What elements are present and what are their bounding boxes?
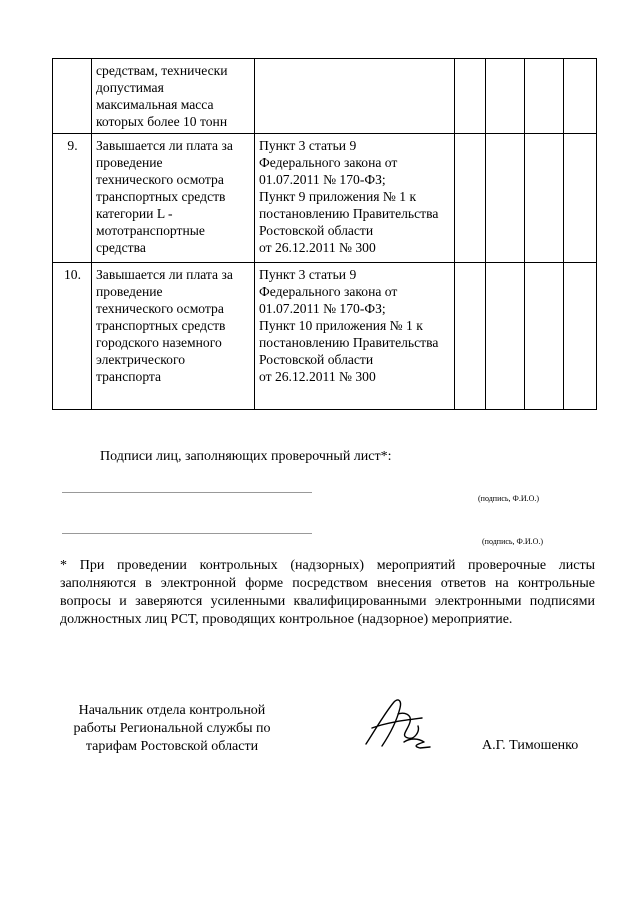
- answer-cell: [525, 134, 564, 263]
- signatures-intro: Подписи лиц, заполняющих проверочный лист*:: [100, 449, 392, 464]
- answer-cell: [486, 263, 525, 410]
- row-reference: [255, 59, 455, 134]
- row-reference: Пункт 3 статьи 9 Федерального закона от 01.07.2011 № 170-ФЗ; Пункт 9 приложения № 1 к постановлению Правительства Ростовской области от 26.12.2011 № 300: [255, 134, 455, 263]
- table-row: [53, 263, 597, 410]
- answer-cell: [455, 59, 486, 134]
- answer-cell: [455, 134, 486, 263]
- answer-cell: [525, 59, 564, 134]
- answer-cell: [455, 263, 486, 410]
- signature-caption-2: (подпись, Ф.И.О.): [482, 537, 544, 546]
- answer-cell: [564, 134, 597, 263]
- row-number: 9.: [53, 134, 92, 263]
- answer-cell: [564, 263, 597, 410]
- signature-line-1: [62, 492, 312, 493]
- row-number: [53, 59, 92, 134]
- answer-cell: [486, 134, 525, 263]
- row-reference: Пункт 3 статьи 9 Федерального закона от 01.07.2011 № 170-ФЗ; Пункт 10 приложения № 1 к постановлению Правительства Ростовской области от 26.12.2011 № 300: [255, 263, 455, 410]
- approver-name: А.Г. Тимошенко: [482, 738, 579, 753]
- answer-cell: [486, 59, 525, 134]
- answer-cell: [564, 59, 597, 134]
- table-row: [53, 59, 597, 134]
- row-number: 10.: [53, 263, 92, 410]
- row-question: Завышается ли плата за проведение технического осмотра транспортных средств категории L - мототранспортные средства: [92, 134, 255, 263]
- approver-position: Начальник отдела контрольной работы Региональной службы по тарифам Ростовской области: [73, 703, 271, 754]
- footnote: * При проведении контрольных (надзорных) мероприятий проверочные листы заполняются в электронной форме посредством внесения ответов на контрольные вопросы и заверяются усиленными квалифицированными электронными подписями должностных лиц РСТ, проводящих контрольное (надзорное) мероприятие.: [60, 558, 595, 627]
- row-question: средствам, технически допустимая максимальная масса которых более 10 тонн: [92, 59, 255, 134]
- row-question: Завышается ли плата за проведение технического осмотра транспортных средств городского наземного электрического транспорта: [92, 263, 255, 410]
- handwritten-signature: [360, 692, 440, 754]
- answer-cell: [525, 263, 564, 410]
- table-row: [53, 134, 597, 263]
- signature-line-2: [62, 533, 312, 534]
- checklist-table: [52, 58, 597, 410]
- signature-caption-1: (подпись, Ф.И.О.): [478, 494, 540, 503]
